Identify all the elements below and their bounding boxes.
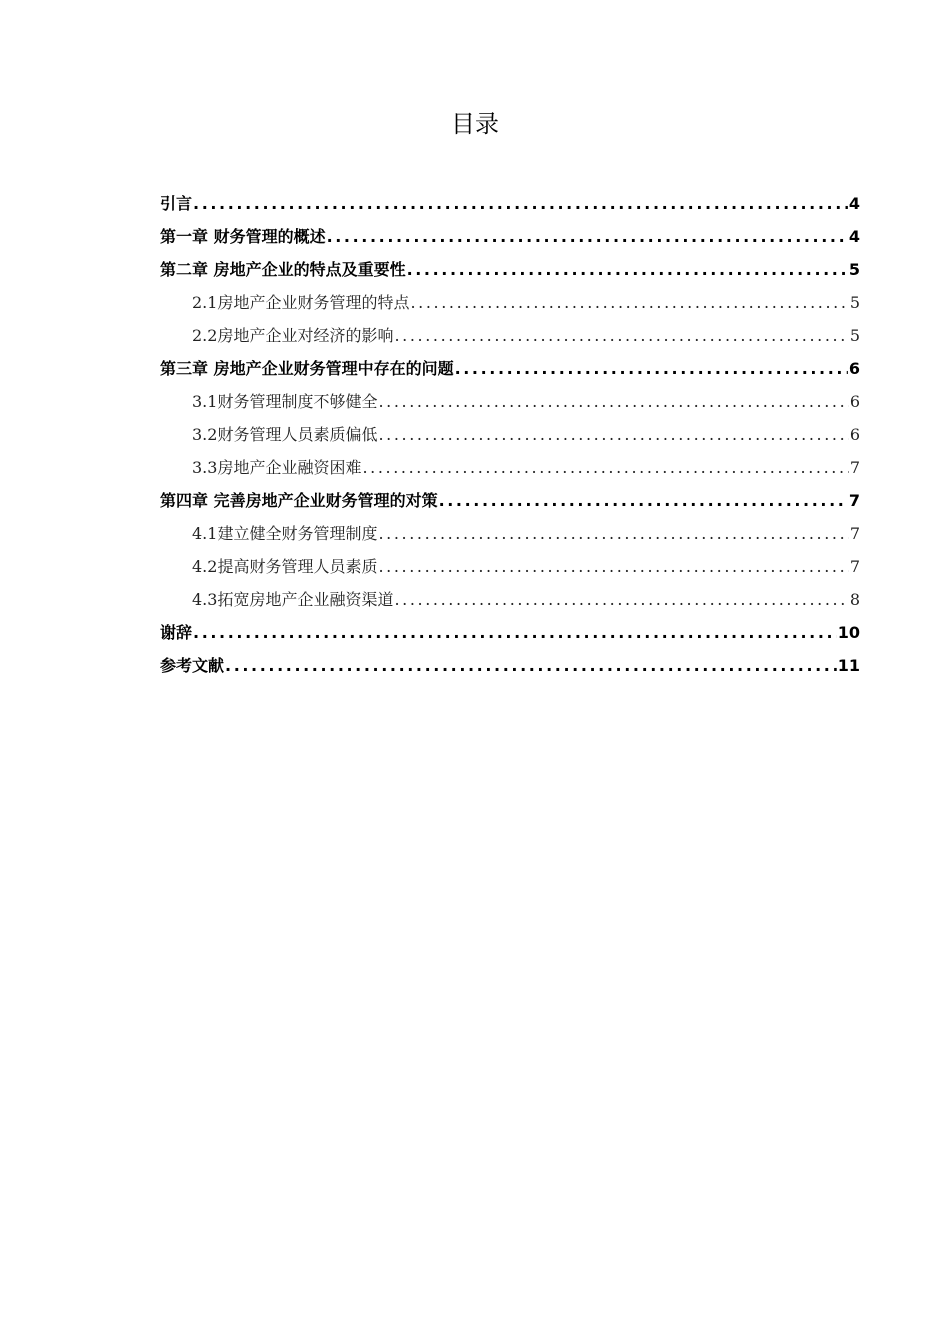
toc-entry-title: 3.1财务管理制度不够健全 [192,392,378,411]
toc-entry[interactable] [160,187,860,220]
toc-page-number: 7 [849,524,860,543]
toc-subentry[interactable] [160,583,860,616]
toc-page-number: 8 [849,590,860,609]
toc-page-number: 5 [849,293,860,312]
toc-page-number: 5 [849,326,860,345]
toc-entry-title: 3.2财务管理人员素质偏低 [192,425,378,444]
toc-dot-leader [407,253,848,286]
toc-page-number: 6 [849,392,860,411]
toc-dot-leader [378,385,848,418]
toc-entry-title: 2.1房地产企业财务管理的特点 [192,293,410,312]
toc-entry-title: 第一章 财务管理的概述 [160,227,326,246]
toc-subentry[interactable] [160,550,860,583]
toc-dot-leader [225,649,837,682]
toc-subentry[interactable] [160,418,860,451]
toc-entry-title: 第二章 房地产企业的特点及重要性 [160,260,406,279]
toc-page-number: 6 [848,359,860,378]
toc-dot-leader [394,583,848,616]
toc-page-number: 5 [848,260,860,279]
toc-entry[interactable] [160,484,860,517]
toc-dot-leader [455,352,848,385]
toc-page-number: 7 [849,458,860,477]
toc-page-number: 7 [848,491,860,510]
toc-dot-leader [327,220,848,253]
toc-entry[interactable] [160,352,860,385]
toc-subentry[interactable] [160,517,860,550]
toc-subentry[interactable] [160,286,860,319]
toc-entry-title: 4.2提高财务管理人员素质 [192,557,378,576]
toc-dot-leader [439,484,848,517]
toc-entry-title: 3.3房地产企业融资困难 [192,458,362,477]
toc-entry-title: 4.1建立健全财务管理制度 [192,524,378,543]
toc-entry-title: 谢辞 [160,623,193,642]
toc-entry[interactable] [160,220,860,253]
toc-dot-leader [378,550,848,583]
toc-dot-leader [193,187,848,220]
toc-page-number: 7 [849,557,860,576]
toc-entry-title: 第四章 完善房地产企业财务管理的对策 [160,491,438,510]
toc-entry[interactable] [160,253,860,286]
toc-dot-leader [410,286,848,319]
toc-page-number: 6 [849,425,860,444]
toc-dot-leader [193,616,837,649]
toc-subentry[interactable] [160,451,860,484]
toc-entry-title: 第三章 房地产企业财务管理中存在的问题 [160,359,454,378]
page-title: 目录 [451,110,499,138]
toc-page-number: 10 [837,623,860,642]
toc-dot-leader [362,451,848,484]
toc-entry-title: 参考文献 [160,656,225,675]
toc-dot-leader [394,319,848,352]
toc-entry[interactable] [160,616,860,649]
toc-page-number: 11 [837,656,860,675]
toc-page-number: 4 [848,227,860,246]
toc-entry-title: 4.3拓宽房地产企业融资渠道 [192,590,394,609]
toc-subentry[interactable] [160,319,860,352]
toc-entry[interactable] [160,649,860,682]
toc-page-number: 4 [848,194,860,213]
toc-entry-title: 引言 [160,194,193,213]
toc-entry-title: 2.2房地产企业对经济的影响 [192,326,394,345]
toc-dot-leader [378,418,848,451]
toc-subentry[interactable] [160,385,860,418]
toc-dot-leader [378,517,848,550]
table-of-contents [160,187,860,682]
